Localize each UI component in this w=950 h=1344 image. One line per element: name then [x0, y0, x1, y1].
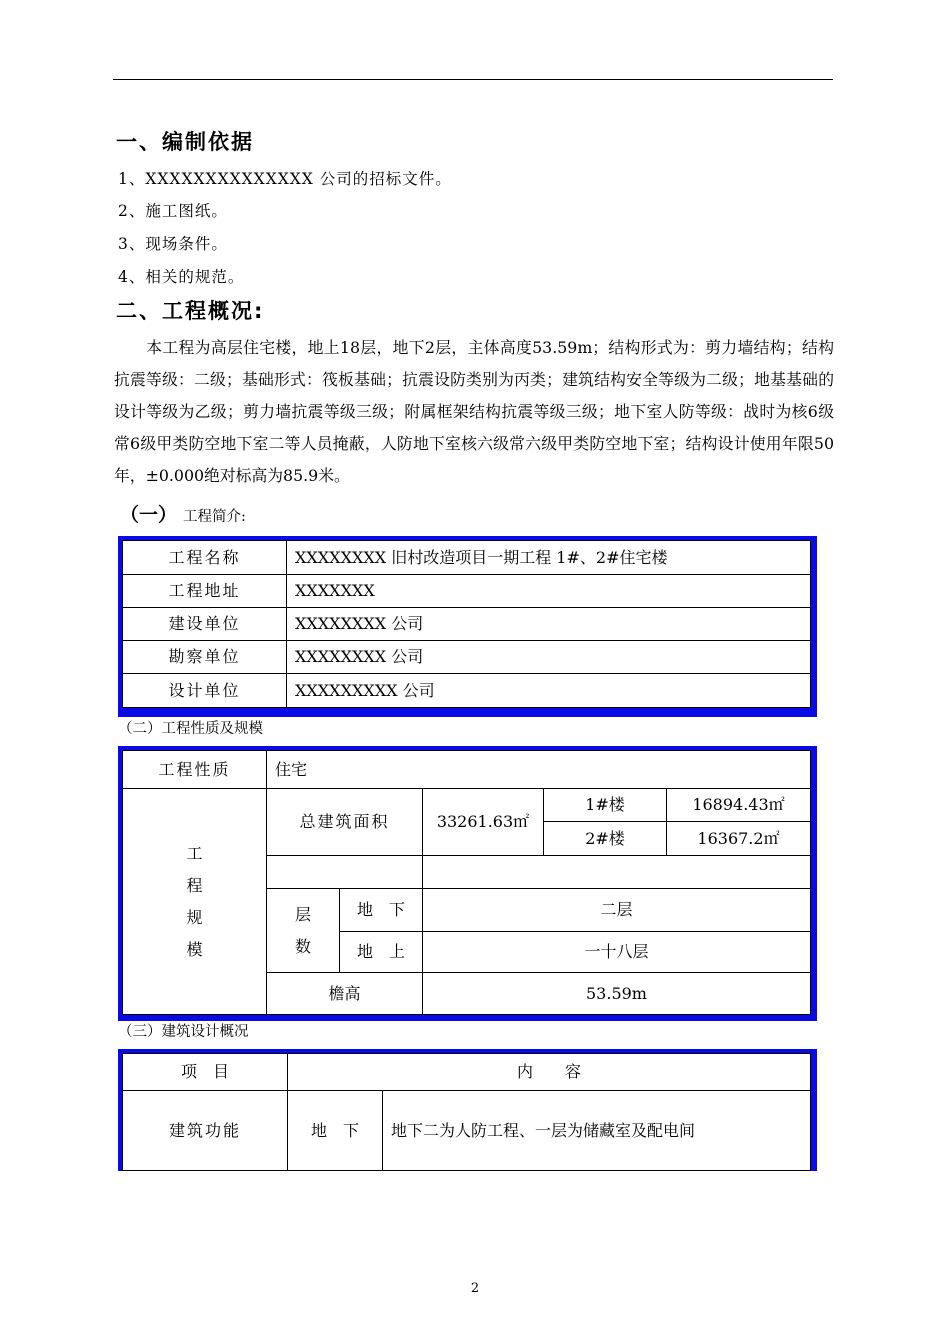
eave-value: 53.59m — [423, 973, 811, 1015]
eave-label: 檐高 — [267, 973, 423, 1015]
nature-value: 住宅 — [267, 751, 811, 789]
scale-char: 规 — [186, 907, 203, 927]
basis-item-3: 3、现场条件。 — [118, 235, 228, 253]
row-value: XXXXXXX — [287, 575, 811, 608]
subsection-intro-heading — [120, 502, 246, 530]
row-label: 设计单位 — [123, 674, 287, 708]
row-value: XXXXXXXX 旧村改造项目一期工程 1#、2#住宅楼 — [287, 541, 811, 575]
table-row — [123, 641, 811, 674]
basis-item-4: 4、相关的规范。 — [118, 268, 245, 286]
above-label: 地 上 — [340, 932, 423, 973]
area-label: 总建筑面积 — [267, 789, 423, 856]
row-label: 勘察单位 — [123, 641, 287, 674]
table-row — [123, 751, 811, 789]
subsection-scale-title: （二）工程性质及规模 — [118, 721, 263, 737]
below-value: 二层 — [423, 889, 811, 932]
bld2-label: 2#楼 — [544, 822, 667, 856]
empty-cell — [267, 856, 423, 889]
row-value: XXXXXXXX 公司 — [287, 608, 811, 641]
bld2-value: 16367.2㎡ — [667, 822, 811, 856]
section-heading-overview: 二、工程概况: — [116, 299, 265, 323]
overview-paragraph: 本工程为高层住宅楼，地上18层，地下2层，主体高度53.59m；结构形式为：剪力墙结构；结构抗震等级：二级；基础形式：筏板基础；抗震设防类别为丙类；建筑结构安全等级为二级；地基基础的设计等级为乙级；剪力墙抗震等级三级；附属框架结构抗震等级三级；地下室人防等级：战时为核6级常6级甲类防空地下室二等人员掩蔽，人防地下室核六级常六级甲类防空地下室；结构设计使用年限50年，±0.000绝对标高为85.9米。 — [114, 338, 834, 485]
scale-label — [123, 789, 267, 1015]
table-row — [123, 608, 811, 641]
intro-table — [122, 540, 811, 708]
page-number: 2 — [470, 1281, 480, 1296]
row-value: XXXXXXXXX 公司 — [287, 674, 811, 708]
table-row — [123, 1091, 811, 1171]
floors-label — [267, 889, 340, 973]
row-label: 工程地址 — [123, 575, 287, 608]
area-value: 33261.63㎡ — [423, 789, 544, 856]
row-label: 工程名称 — [123, 541, 287, 575]
architecture-table-frame — [118, 1049, 817, 1171]
header-rule — [113, 79, 833, 80]
function-label: 建筑功能 — [123, 1091, 288, 1171]
table-row — [123, 789, 811, 822]
floors-char: 数 — [294, 936, 311, 956]
header-content: 内 容 — [288, 1054, 811, 1091]
table-row — [123, 1054, 811, 1091]
subsection-title: 工程简介: — [183, 509, 246, 525]
bld1-label: 1#楼 — [544, 789, 667, 822]
subsection-architecture-title: （三）建筑设计概况 — [118, 1024, 249, 1040]
section-heading-basis: 一、编制依据 — [116, 130, 254, 154]
row-value: XXXXXXXX 公司 — [287, 641, 811, 674]
function-value: 地下二为人防工程、一层为储藏室及配电间 — [383, 1091, 811, 1171]
table-row — [123, 541, 811, 575]
scale-char: 工 — [186, 843, 203, 863]
header-item: 项 目 — [123, 1054, 288, 1091]
below-label: 地 下 — [340, 889, 423, 932]
floors-char: 层 — [294, 904, 311, 924]
function-sub-label: 地 下 — [288, 1091, 383, 1171]
scale-char: 程 — [186, 875, 203, 895]
intro-table-frame — [118, 536, 817, 717]
bld1-value: 16894.43㎡ — [667, 789, 811, 822]
subsection-number: （一） — [120, 504, 178, 526]
table-row — [123, 575, 811, 608]
scale-table-frame — [118, 746, 817, 1021]
scale-table — [122, 750, 811, 1015]
row-label: 建设单位 — [123, 608, 287, 641]
empty-cell — [423, 856, 811, 889]
above-value: 一十八层 — [423, 932, 811, 973]
architecture-table — [122, 1053, 811, 1171]
basis-item-2: 2、施工图纸。 — [118, 202, 228, 220]
nature-label: 工程性质 — [123, 751, 267, 789]
scale-char: 模 — [186, 939, 203, 959]
basis-item-1: 1、XXXXXXXXXXXXXX 公司的招标文件。 — [118, 170, 452, 188]
table-row — [123, 674, 811, 708]
